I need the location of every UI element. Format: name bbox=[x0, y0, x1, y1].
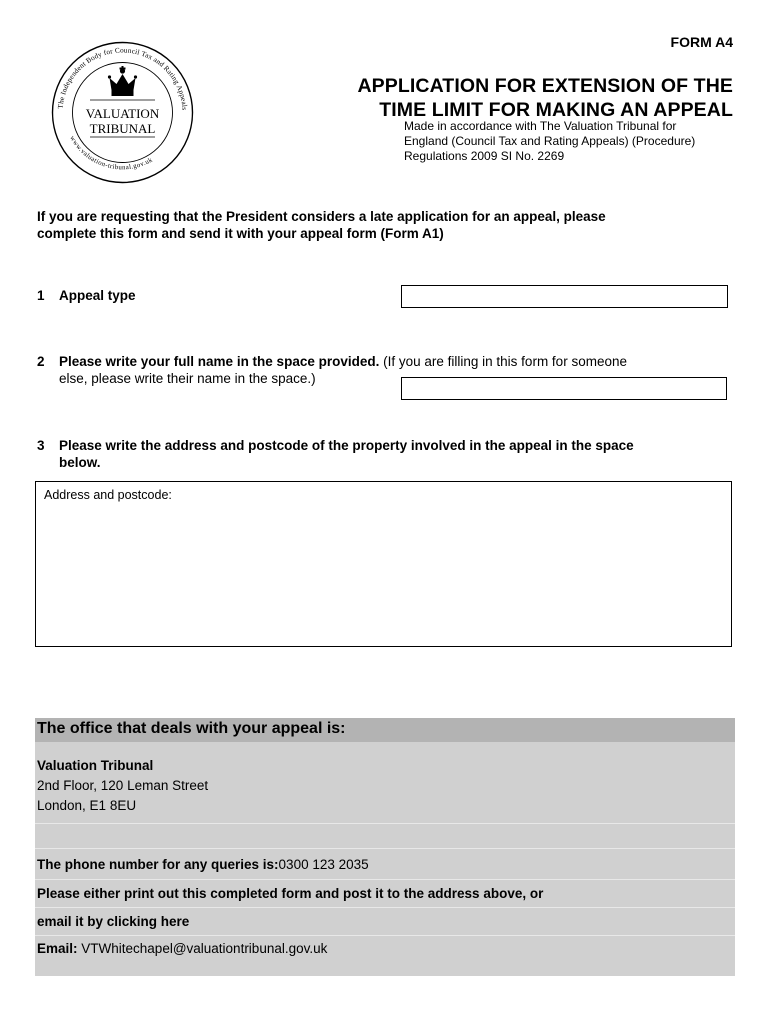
office-email bbox=[37, 939, 327, 959]
form-title bbox=[357, 74, 733, 122]
seal-title-line2: TRIBUNAL bbox=[89, 121, 156, 136]
valuation-tribunal-seal-logo bbox=[50, 40, 195, 185]
phone-number: 0300 123 2035 bbox=[278, 857, 369, 872]
crown-icon bbox=[108, 66, 137, 96]
email-address-link[interactable]: VTWhitechapel@valuationtribunal.gov.uk bbox=[81, 941, 328, 956]
divider bbox=[35, 848, 735, 849]
office-address-line2: London, E1 8EU bbox=[37, 798, 137, 813]
office-heading: The office that deals with your appeal is: bbox=[35, 718, 735, 742]
question-number: 1 bbox=[37, 288, 45, 303]
intro-line: If you are requesting that the President considers a late application for an appeal, please bbox=[37, 209, 606, 224]
question-appeal-type bbox=[37, 287, 136, 304]
address-postcode-textarea[interactable] bbox=[35, 481, 732, 647]
form-code: FORM A4 bbox=[670, 34, 733, 50]
full-name-input[interactable] bbox=[401, 377, 727, 400]
post-instruction: Please either print out this completed form and post it to the address above, or bbox=[37, 886, 544, 901]
intro-line: complete this form and send it with your appeal form (Form A1) bbox=[37, 226, 444, 241]
subtitle-line: England (Council Tax and Rating Appeals) (Procedure) bbox=[404, 134, 696, 148]
divider bbox=[35, 907, 735, 908]
question-label: Please write the address and postcode of the property involved in the appeal in the space bbox=[59, 438, 634, 453]
office-name: Valuation Tribunal bbox=[37, 758, 154, 773]
question-number: 2 bbox=[37, 354, 45, 369]
intro-instructions bbox=[37, 208, 737, 242]
office-details-panel bbox=[35, 718, 735, 976]
divider bbox=[35, 935, 735, 936]
seal-title-line1: VALUATION bbox=[85, 106, 160, 121]
question-label: Please write your full name in the space provided. bbox=[59, 354, 380, 369]
appeal-type-input[interactable] bbox=[401, 285, 728, 308]
form-title-line2: TIME LIMIT FOR MAKING AN APPEAL bbox=[379, 99, 733, 121]
divider bbox=[35, 823, 735, 824]
subtitle-line: Regulations 2009 SI No. 2269 bbox=[404, 149, 565, 163]
phone-label: The phone number for any queries is: bbox=[37, 857, 279, 872]
seal-url-text: www.valuation-tribunal.gov.uk bbox=[68, 134, 154, 172]
office-phone bbox=[37, 855, 369, 875]
seal-ring-text: The Independent Body for Council Tax and Rating Appeals bbox=[56, 46, 189, 111]
email-instruction-link[interactable]: email it by clicking here bbox=[37, 914, 190, 929]
email-label: Email: bbox=[37, 941, 78, 956]
question-hint: (If you are filling in this form for someone bbox=[383, 354, 627, 369]
question-number: 3 bbox=[37, 438, 45, 453]
question-label: below. bbox=[59, 455, 101, 470]
question-label: Appeal type bbox=[59, 288, 136, 303]
form-subtitle bbox=[404, 119, 734, 164]
address-box-label: Address and postcode: bbox=[44, 488, 172, 502]
question-property-address bbox=[37, 437, 737, 471]
question-hint: else, please write their name in the space.) bbox=[59, 371, 316, 386]
form-title-line1: APPLICATION FOR EXTENSION OF THE bbox=[357, 75, 733, 97]
subtitle-line: Made in accordance with The Valuation Tribunal for bbox=[404, 119, 677, 133]
divider bbox=[35, 879, 735, 880]
office-address-line1: 2nd Floor, 120 Leman Street bbox=[37, 778, 209, 793]
